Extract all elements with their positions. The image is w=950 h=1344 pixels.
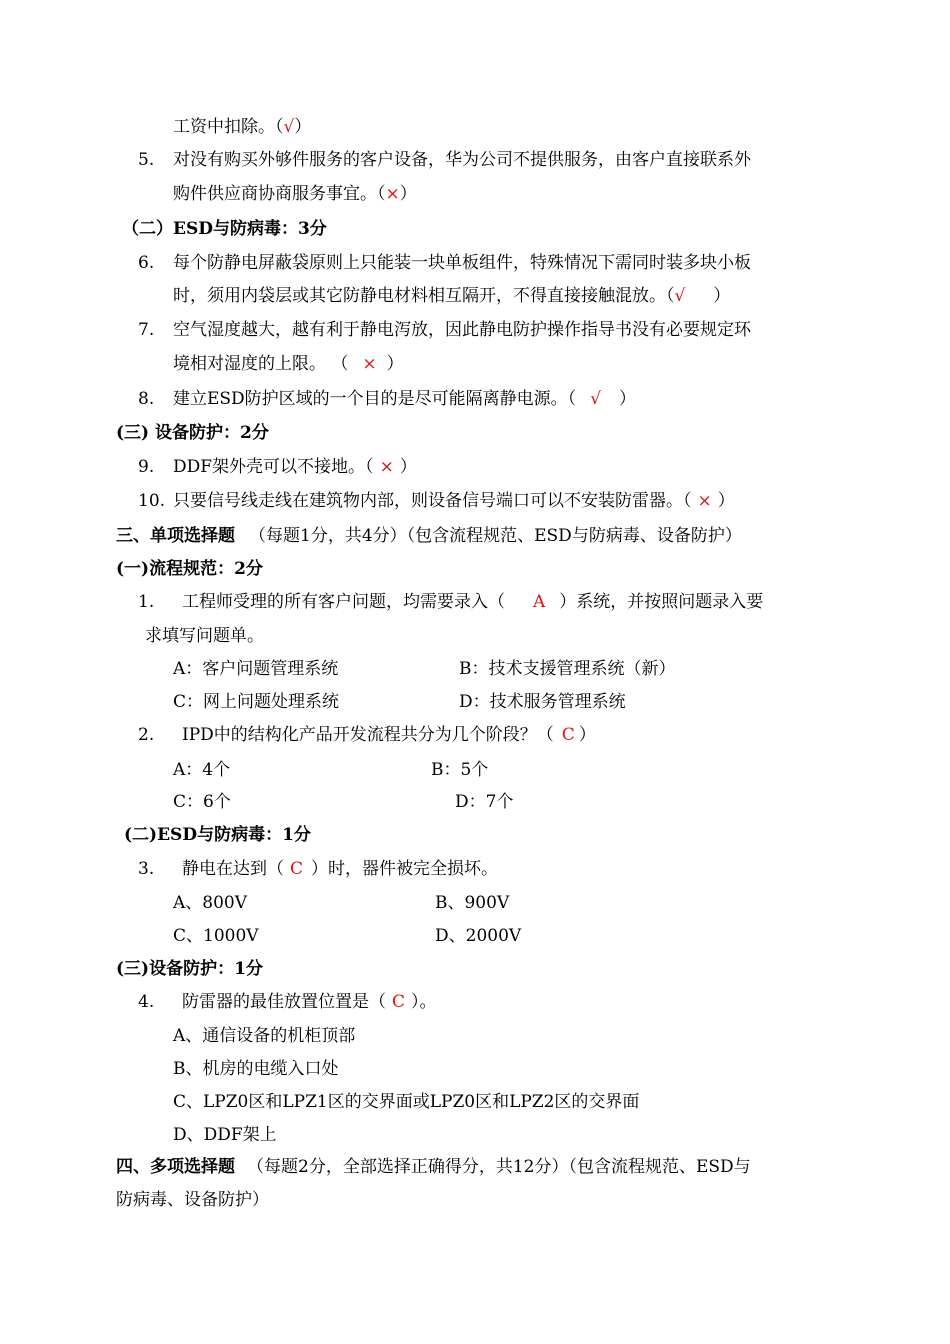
text: ） bbox=[294, 117, 312, 137]
text: ） bbox=[399, 184, 417, 204]
s4-option-d: D、DDF架上 bbox=[173, 1125, 277, 1145]
s3-option-b: B、900V bbox=[435, 893, 510, 913]
text: ）系统，并按照问题录入要 bbox=[559, 592, 764, 612]
subsection-heading-process: (一)流程规范：2分 bbox=[116, 559, 263, 579]
q10-number: 10. bbox=[138, 491, 166, 511]
text: IPD中的结构化产品开发流程共分为几个阶段？（ bbox=[182, 725, 554, 745]
answer-mark: A bbox=[533, 592, 546, 612]
q10-text bbox=[173, 489, 735, 513]
text: 静电在达到（ bbox=[182, 859, 284, 879]
section-heading-esd: （二）ESD与防病毒：3分 bbox=[122, 219, 327, 239]
s2-text bbox=[182, 723, 596, 747]
s2-option-a: A：4个 bbox=[173, 760, 231, 780]
s1-option-c: C：网上问题处理系统 bbox=[173, 692, 340, 712]
text: 境相对湿度的上限。 （ bbox=[173, 354, 349, 374]
q5-text-line2 bbox=[173, 182, 417, 206]
answer-mark: × bbox=[697, 491, 712, 511]
q8-text bbox=[173, 387, 636, 411]
text: 建立ESD防护区域的一个目的是尽可能隔离静电源。（ bbox=[173, 389, 577, 409]
text: 防雷器的最佳放置位置是（ bbox=[182, 992, 386, 1012]
answer-mark: × bbox=[379, 457, 394, 477]
text: 购件供应商协商服务事宜。（ bbox=[173, 184, 386, 204]
q7-text-line1: 空气湿度越大，越有利于静电泻放，因此静电防护操作指导书没有必要规定环 bbox=[173, 320, 751, 340]
answer-mark: × bbox=[385, 184, 400, 204]
section-note: （每题1分，共4分）（包含流程规范、ESD与防病毒、设备防护） bbox=[249, 526, 742, 546]
s1-option-b: B：技术支援管理系统（新） bbox=[459, 659, 676, 679]
s1-text-line2: 求填写问题单。 bbox=[145, 626, 264, 646]
answer-mark: × bbox=[362, 354, 377, 374]
text: 时，须用内袋层或其它防静电材料相互隔开，不得直接接触混放。（ bbox=[173, 286, 675, 306]
text: 工资中扣除。（ bbox=[173, 117, 284, 137]
section-title: 四、多项选择题 bbox=[116, 1157, 235, 1177]
q7-text-line2 bbox=[173, 352, 404, 376]
text: ）时，器件被完全损坏。 bbox=[311, 859, 499, 879]
text: ） bbox=[578, 725, 596, 745]
text: DDF架外壳可以不接地。（ bbox=[173, 457, 374, 477]
answer-mark: √ bbox=[590, 389, 602, 409]
subsection-heading-device: (三)设备防护：1分 bbox=[116, 959, 263, 979]
s2-option-b: B：5个 bbox=[431, 760, 489, 780]
section-4-note-line2: 防病毒、设备防护） bbox=[116, 1190, 269, 1210]
s4-option-b: B、机房的电缆入口处 bbox=[173, 1059, 339, 1079]
s2-option-c: C：6个 bbox=[173, 792, 231, 812]
s3-text bbox=[182, 857, 498, 881]
text: ） bbox=[713, 286, 731, 306]
text: ） bbox=[386, 354, 404, 374]
s3-number: 3. bbox=[138, 859, 155, 879]
q9-text bbox=[173, 455, 417, 479]
s1-number: 1. bbox=[138, 592, 155, 612]
text: ） bbox=[717, 491, 735, 511]
q6-text-line2 bbox=[173, 284, 730, 308]
q5-text-line1: 对没有购买外够件服务的客户设备，华为公司不提供服务，由客户直接联系外 bbox=[173, 150, 751, 170]
text: 只要信号线走线在建筑物内部，则设备信号端口可以不安装防雷器。（ bbox=[173, 491, 692, 511]
q6-number: 6. bbox=[138, 253, 155, 273]
s4-number: 4. bbox=[138, 992, 155, 1012]
s1-text-line1 bbox=[182, 590, 763, 614]
text: ） bbox=[619, 389, 637, 409]
answer-mark: √ bbox=[283, 117, 295, 137]
q9-number: 9. bbox=[138, 457, 155, 477]
section-3-heading bbox=[116, 524, 742, 548]
s4-text bbox=[182, 990, 437, 1014]
subsection-heading-esd: (二)ESD与防病毒：1分 bbox=[124, 825, 311, 845]
text: ） bbox=[399, 457, 417, 477]
s3-option-d: D、2000V bbox=[435, 926, 522, 946]
section-note: （每题2分，全部选择正确得分，共12分）（包含流程规范、ESD与 bbox=[247, 1157, 751, 1177]
q8-number: 8. bbox=[138, 389, 155, 409]
s4-option-a: A、通信设备的机柜顶部 bbox=[173, 1026, 356, 1046]
s3-option-a: A、800V bbox=[173, 893, 248, 913]
section-heading-device: (三) 设备防护：2分 bbox=[116, 423, 269, 443]
s1-option-a: A：客户问题管理系统 bbox=[173, 659, 339, 679]
s4-option-c: C、LPZ0区和LPZ1区的交界面或LPZ0区和LPZ2区的交界面 bbox=[173, 1092, 640, 1112]
answer-mark: C bbox=[290, 859, 304, 879]
answer-mark: C bbox=[392, 992, 406, 1012]
s2-number: 2. bbox=[138, 725, 155, 745]
section-4-heading bbox=[116, 1155, 751, 1179]
text: 工程师受理的所有客户问题，均需要录入（ bbox=[182, 592, 505, 612]
q5-number: 5. bbox=[138, 150, 155, 170]
s3-option-c: C、1000V bbox=[173, 926, 259, 946]
section-title: 三、单项选择题 bbox=[116, 526, 235, 546]
answer-mark: √ bbox=[674, 286, 686, 306]
q7-number: 7. bbox=[138, 320, 155, 340]
q4-continuation bbox=[173, 115, 311, 139]
s1-option-d: D：技术服务管理系统 bbox=[459, 692, 626, 712]
answer-mark: C bbox=[561, 725, 575, 745]
q6-text-line1: 每个防静电屏蔽袋原则上只能装一块单板组件，特殊情况下需同时装多块小板 bbox=[173, 253, 751, 273]
text: ）。 bbox=[411, 992, 437, 1012]
s2-option-d: D：7个 bbox=[455, 792, 514, 812]
